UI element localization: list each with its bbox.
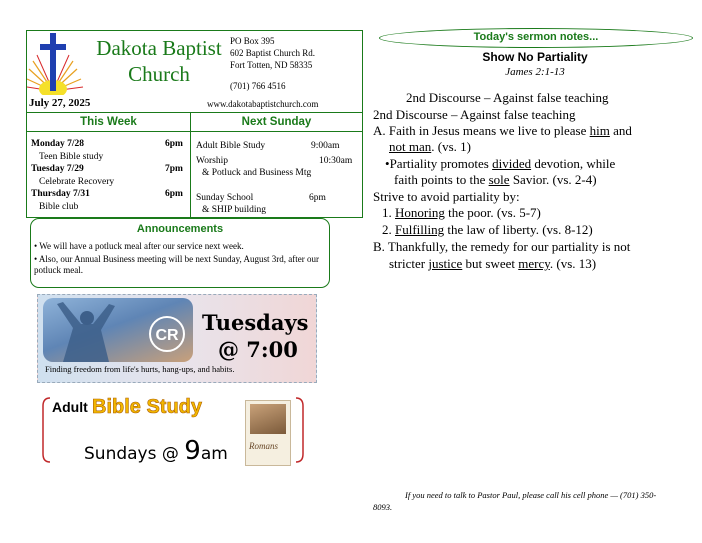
sermon-point-b: B. Thankfully, the remedy for our partiality is not (373, 239, 631, 254)
bible-study-title: Bible Study (92, 396, 203, 418)
address-line: 602 Baptist Church Rd. (230, 48, 315, 58)
event-desc: Bible club (39, 202, 79, 212)
announcements-heading: Announcements (136, 223, 224, 235)
pastor-contact-text: If you need to talk to Pastor Paul, please call his cell phone — (701) 350-8093. (373, 490, 657, 512)
sermon-notes-heading: Today's sermon notes... (473, 31, 599, 43)
sunday-event-time: 6pm (309, 193, 326, 203)
sermon-discourse-centered: 2nd Discourse – Against false teaching (406, 90, 609, 105)
bible-study-ad (42, 396, 304, 464)
when-hour: 9 (184, 436, 201, 466)
church-name-line2: Church (128, 62, 190, 86)
announcement-item: • Also, our Annual Business meeting will be next Sunday, August 3rd, after our potluck meal. (34, 254, 320, 275)
church-phone: (701) 766 4516 (230, 81, 286, 91)
sunday-event-name: Sunday School (196, 193, 254, 203)
cr-time: @ 7:00 (218, 337, 298, 362)
church-address (230, 35, 315, 71)
announcements-box (30, 218, 330, 288)
announcement-item: • We will have a potluck meal after our service next week. (34, 241, 244, 251)
when-suffix: am (200, 444, 228, 464)
sunday-event-time: 9:00am (311, 141, 340, 151)
celebrate-recovery-banner (37, 294, 317, 383)
sermon-bullet-cont: faith points to the sole Savior. (vs. 2-4) (394, 172, 597, 187)
book-cover-image (250, 404, 286, 434)
sermon-strive-2: 2. Fulfilling the law of liberty. (vs. 8-12) (382, 222, 593, 237)
address-line: PO Box 395 (230, 36, 275, 46)
event-day: Tuesday 7/29 (31, 164, 84, 174)
romans-book-cover (245, 400, 291, 466)
sermon-bullet: •Partiality promotes divided devotion, while (385, 156, 616, 171)
announcement-text: We will have a potluck meal after our service next week. (39, 241, 244, 251)
pastor-contact-note (373, 489, 673, 513)
sermon-strive-1: 1. Honoring the poor. (vs. 5-7) (382, 205, 541, 220)
cr-logo-text: CR (155, 327, 179, 344)
church-name-line1: Dakota Baptist (96, 36, 222, 60)
church-name (89, 35, 229, 87)
sermon-point-b-cont: stricter justice but sweet mercy. (vs. 13) (389, 256, 597, 271)
event-time: 7pm (165, 164, 183, 174)
schedule-divider (190, 113, 191, 217)
event-time: 6pm (165, 189, 183, 199)
raised-arms-figure (43, 298, 193, 362)
sermon-strive: Strive to avoid partiality by: (373, 189, 520, 204)
church-website: www.dakotabaptistchurch.com (207, 99, 319, 109)
this-week-heading: This Week (27, 113, 190, 132)
sermon-title: Show No Partiality (482, 50, 588, 64)
bulletin-date: July 27, 2025 (29, 97, 91, 109)
schedule-box (26, 112, 363, 218)
announcement-text: Also, our Annual Business meeting will be next Sunday, August 3rd, after our potluck meal. (34, 254, 320, 275)
sermon-notes-oval (379, 28, 693, 48)
event-day: Thursday 7/31 (31, 189, 90, 199)
sunday-event-name: Worship (196, 156, 228, 166)
masthead (26, 30, 363, 113)
sunday-event-time: 10:30am (319, 156, 353, 166)
event-desc: Teen Bible study (39, 152, 104, 162)
book-title: Romans (249, 441, 278, 451)
cr-tagline: Finding freedom from life's hurts, hang-ups, and habits. (45, 364, 235, 374)
event-day: Monday 7/28 (31, 139, 85, 149)
sunday-event-sub: & Potluck and Business Mtg (202, 168, 312, 178)
celebrate-recovery-photo (43, 298, 193, 362)
cr-day: Tuesdays (202, 310, 309, 335)
address-line: Fort Totten, ND 58335 (230, 60, 313, 70)
bible-study-when (84, 436, 228, 466)
sermon-discourse: 2nd Discourse – Against false teaching (373, 107, 576, 122)
sunday-event-sub: & SHIP building (202, 205, 267, 215)
sunday-event-name: Adult Bible Study (196, 141, 266, 151)
sermon-point-a: A. Faith in Jesus means we live to please him and (373, 123, 632, 138)
event-desc: Celebrate Recovery (39, 177, 115, 187)
bible-study-adult: Adult (52, 399, 88, 415)
cross-sunburst-logo (27, 31, 89, 95)
next-sunday-heading: Next Sunday (191, 113, 362, 132)
sermon-point-a-cont: not man. (vs. 1) (389, 139, 471, 154)
sermon-reference: James 2:1-13 (505, 66, 565, 78)
event-time: 6pm (165, 139, 183, 149)
when-prefix: Sundays @ (84, 444, 185, 464)
